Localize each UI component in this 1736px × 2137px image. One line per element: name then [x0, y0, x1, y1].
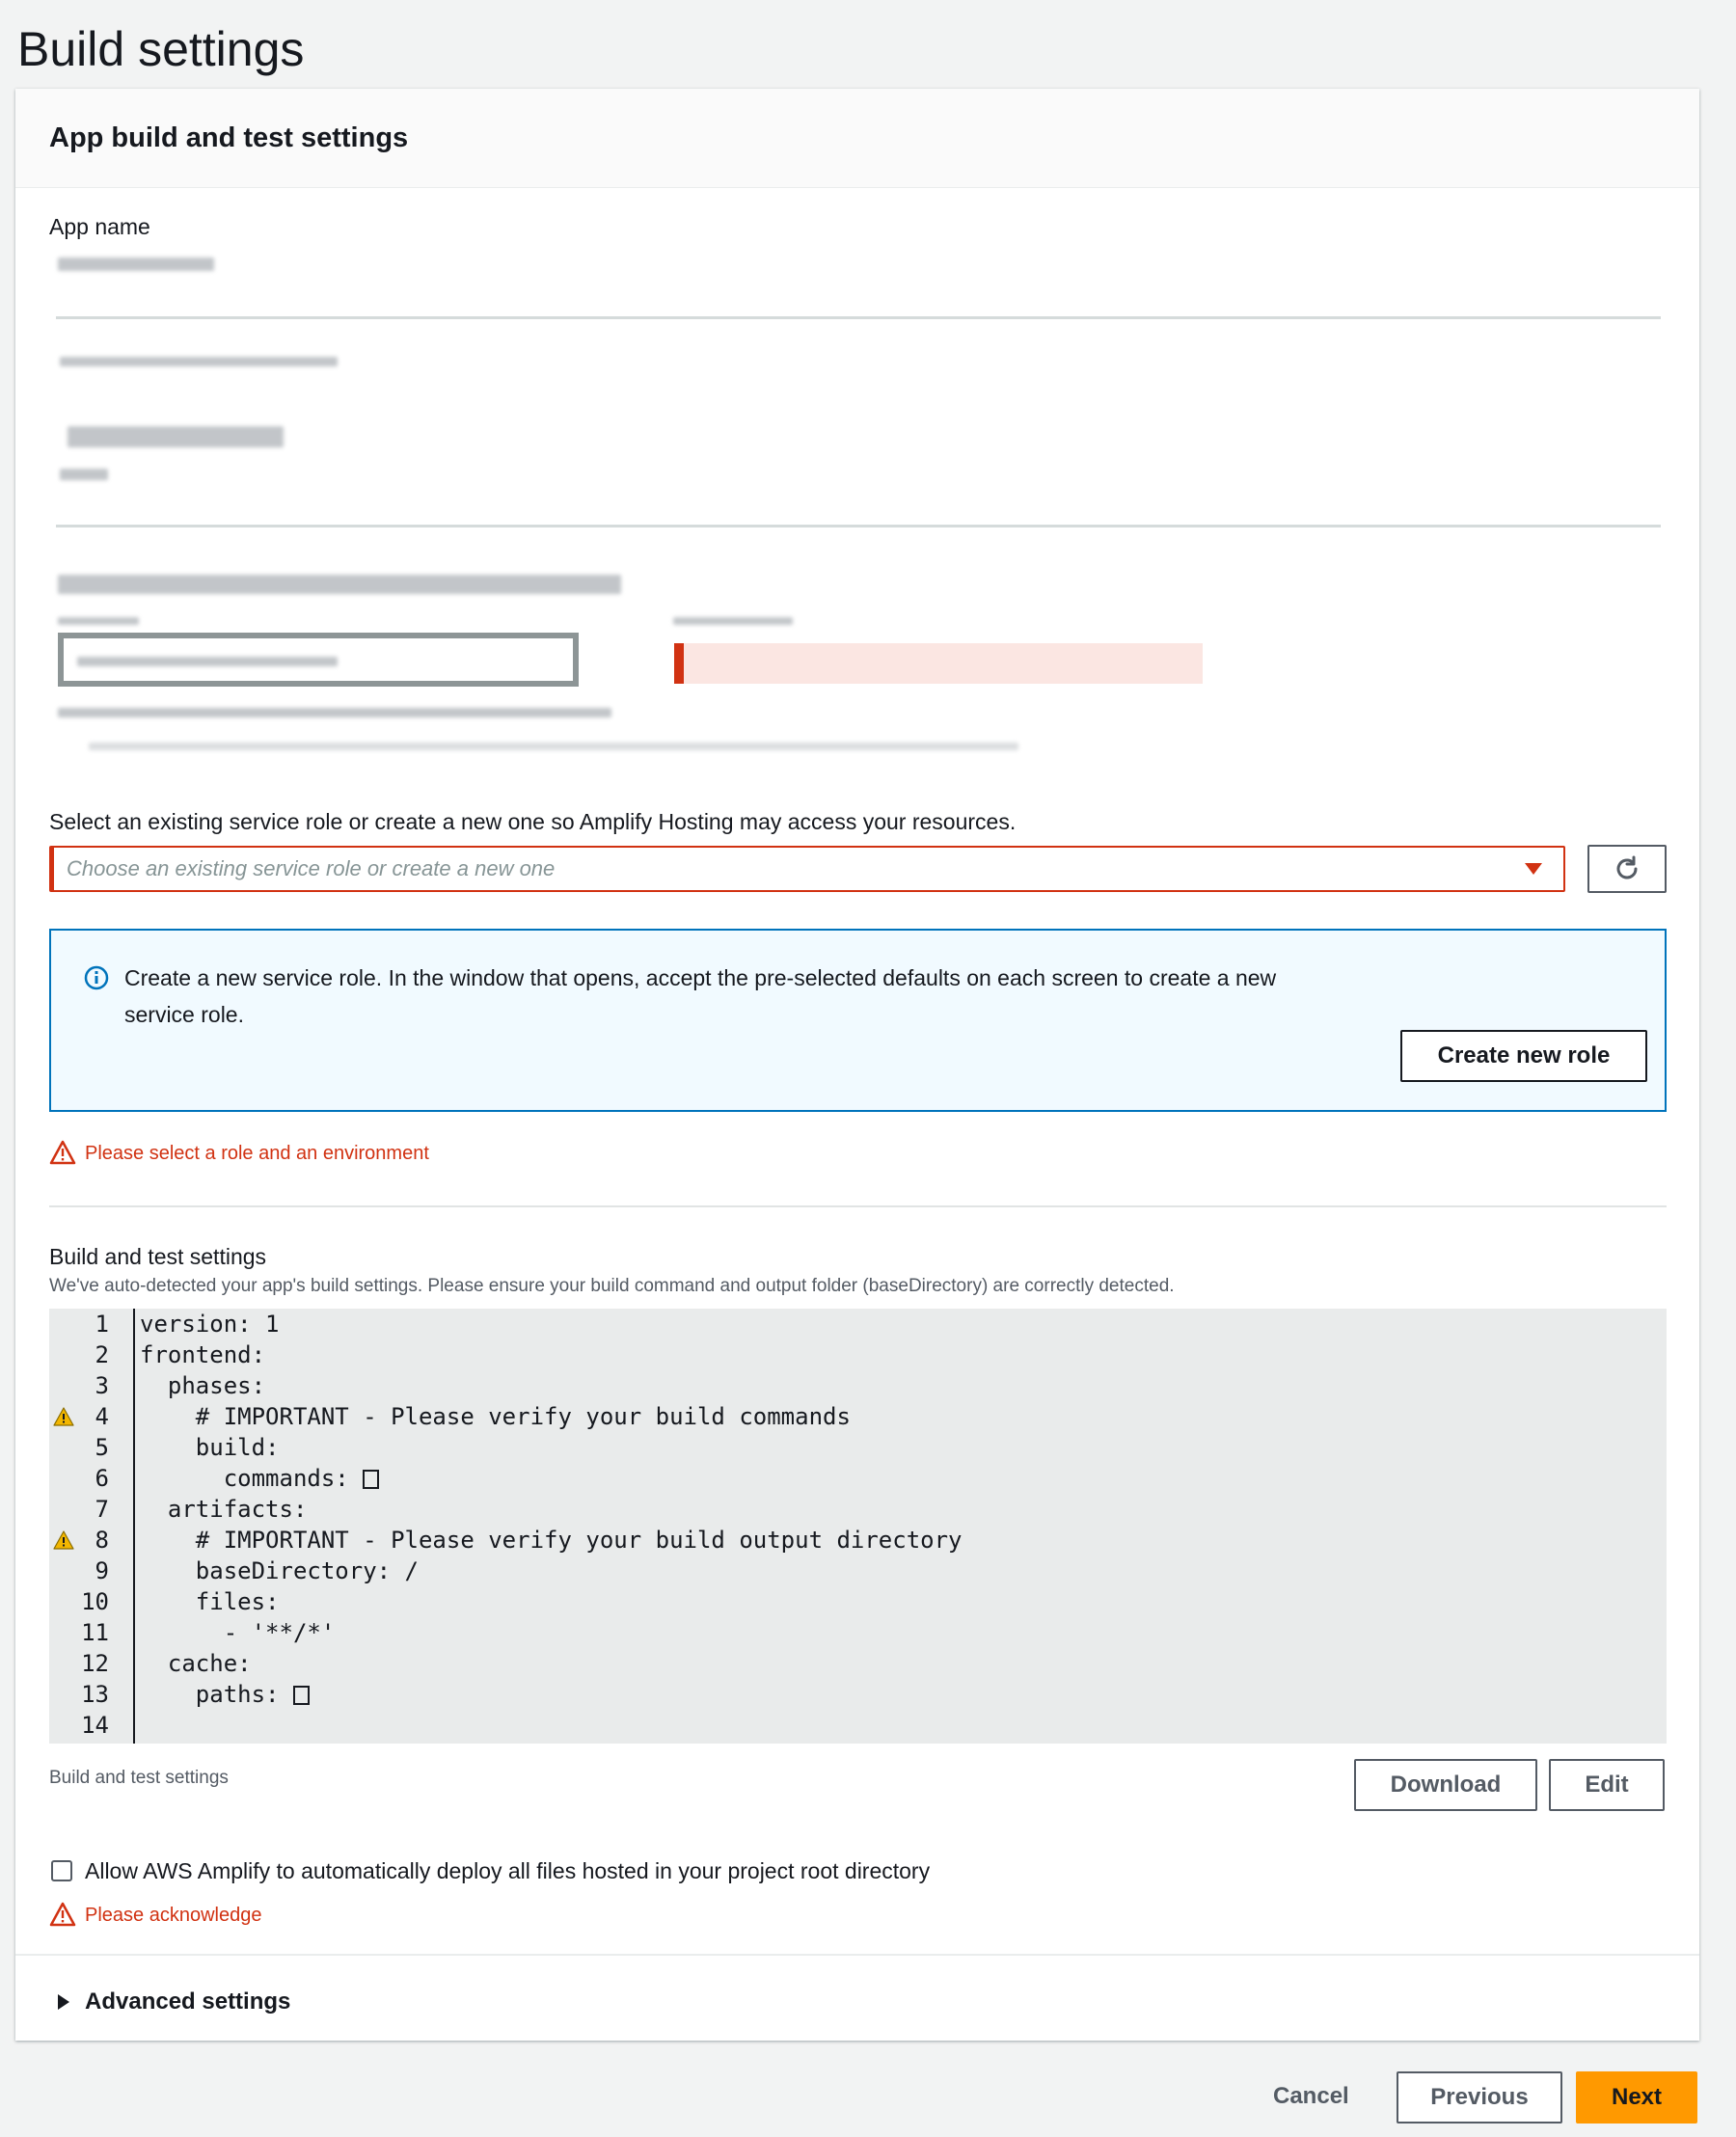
code-line [49, 1586, 1667, 1617]
info-text: Create a new service role. In the window that opens, accept the pre-selected defaults on each screen to create a new service role. [124, 965, 1277, 1027]
empty-array-glyph [293, 1686, 310, 1705]
caret-down-icon [1525, 863, 1542, 875]
redacted-select[interactable] [58, 633, 579, 687]
empty-array-glyph [363, 1470, 379, 1489]
code-text: # IMPORTANT - Please verify your build commands [140, 1403, 851, 1430]
info-icon [84, 965, 109, 990]
app-name-value-redacted [58, 257, 214, 271]
redacted-help-2 [89, 743, 1018, 750]
refresh-icon [1613, 854, 1641, 883]
code-line [49, 1463, 1667, 1494]
code-text: baseDirectory: / [140, 1557, 419, 1584]
code-line [49, 1710, 1667, 1741]
code-text: # IMPORTANT - Please verify your build output directory [140, 1527, 963, 1554]
line-number: 2 [95, 1341, 109, 1368]
line-number: 11 [81, 1619, 109, 1646]
line-number: 8 [95, 1527, 109, 1554]
line-number: 7 [95, 1496, 109, 1523]
code-line [49, 1648, 1667, 1679]
build-settings-panel [15, 89, 1699, 2041]
line-number: 9 [95, 1557, 109, 1584]
build-settings-label: Build and test settings [49, 1244, 267, 1269]
redacted-value [68, 426, 284, 447]
caret-right-icon [58, 1994, 69, 2010]
code-line [49, 1401, 1667, 1432]
create-new-role-button[interactable]: Create new role [1400, 1030, 1647, 1082]
code-text: frontend: [140, 1341, 266, 1368]
page-title: Build settings [17, 22, 305, 76]
line-number: 13 [81, 1681, 109, 1708]
app-name-label: App name [49, 214, 150, 239]
code-text: - '**/*' [140, 1619, 336, 1646]
line-number: 4 [95, 1403, 109, 1430]
redacted-error-select[interactable] [674, 643, 1203, 684]
warning-icon [49, 1140, 76, 1165]
divider [49, 1205, 1667, 1207]
next-button[interactable]: Next [1576, 2071, 1697, 2123]
panel-header [15, 89, 1699, 188]
redacted-label [60, 357, 338, 366]
code-text: artifacts: [140, 1496, 308, 1523]
service-role-label: Select an existing service role or create a new one so Amplify Hosting may access your resources. [49, 809, 1017, 834]
info-alert [49, 929, 1667, 1112]
line-number: 6 [95, 1465, 109, 1492]
service-role-select[interactable] [49, 846, 1565, 892]
download-button[interactable]: Download [1354, 1759, 1537, 1811]
build-settings-footer-label: Build and test settings [49, 1768, 229, 1788]
redacted-field-label-2 [673, 617, 793, 625]
code-line [49, 1339, 1667, 1370]
build-settings-description: We've auto-detected your app's build settings. Please ensure your build command and output folder (baseDirectory) are correctly detected. [49, 1276, 1175, 1296]
build-spec-code-editor[interactable] [49, 1309, 1667, 1744]
code-line [49, 1432, 1667, 1463]
code-text: cache: [140, 1650, 252, 1677]
advanced-settings-toggle[interactable] [58, 1988, 290, 2015]
code-line [49, 1525, 1667, 1555]
code-text: version: 1 [140, 1311, 280, 1338]
divider [56, 316, 1661, 319]
redacted-heading [58, 575, 621, 594]
code-line [49, 1370, 1667, 1401]
deploy-checkbox-label[interactable]: Allow AWS Amplify to automatically deploy all files hosted in your project root directory [85, 1858, 931, 1883]
line-number: 5 [95, 1434, 109, 1461]
code-line [49, 1494, 1667, 1525]
line-number: 14 [81, 1712, 109, 1739]
refresh-button[interactable] [1587, 845, 1667, 893]
code-text: paths: [140, 1679, 310, 1710]
code-text: build: [140, 1434, 280, 1461]
line-number: 12 [81, 1650, 109, 1677]
service-role-placeholder: Choose an existing service role or create a new one [67, 856, 556, 880]
code-text: files: [140, 1588, 280, 1615]
redacted-help-1 [58, 708, 611, 717]
panel-title: App build and test settings [49, 122, 409, 153]
line-number: 1 [95, 1311, 109, 1338]
code-line [49, 1679, 1667, 1710]
code-line [49, 1309, 1667, 1339]
redacted-sub [60, 469, 108, 480]
edit-button[interactable]: Edit [1549, 1759, 1665, 1811]
divider [56, 525, 1661, 527]
previous-button[interactable]: Previous [1397, 2071, 1562, 2123]
advanced-settings-label: Advanced settings [85, 1988, 291, 2015]
divider [15, 1954, 1699, 1956]
role-env-error: Please select a role and an environment [85, 1143, 429, 1164]
line-number: 3 [95, 1372, 109, 1399]
cancel-button[interactable]: Cancel [1273, 2083, 1349, 2109]
warning-icon [49, 1902, 76, 1927]
code-text: phases: [140, 1372, 266, 1399]
line-number: 10 [81, 1588, 109, 1615]
code-text: commands: [140, 1463, 379, 1494]
acknowledge-error: Please acknowledge [85, 1905, 262, 1926]
deploy-checkbox[interactable] [51, 1860, 72, 1881]
code-line [49, 1617, 1667, 1648]
code-line [49, 1555, 1667, 1586]
redacted-field-label [58, 617, 139, 625]
